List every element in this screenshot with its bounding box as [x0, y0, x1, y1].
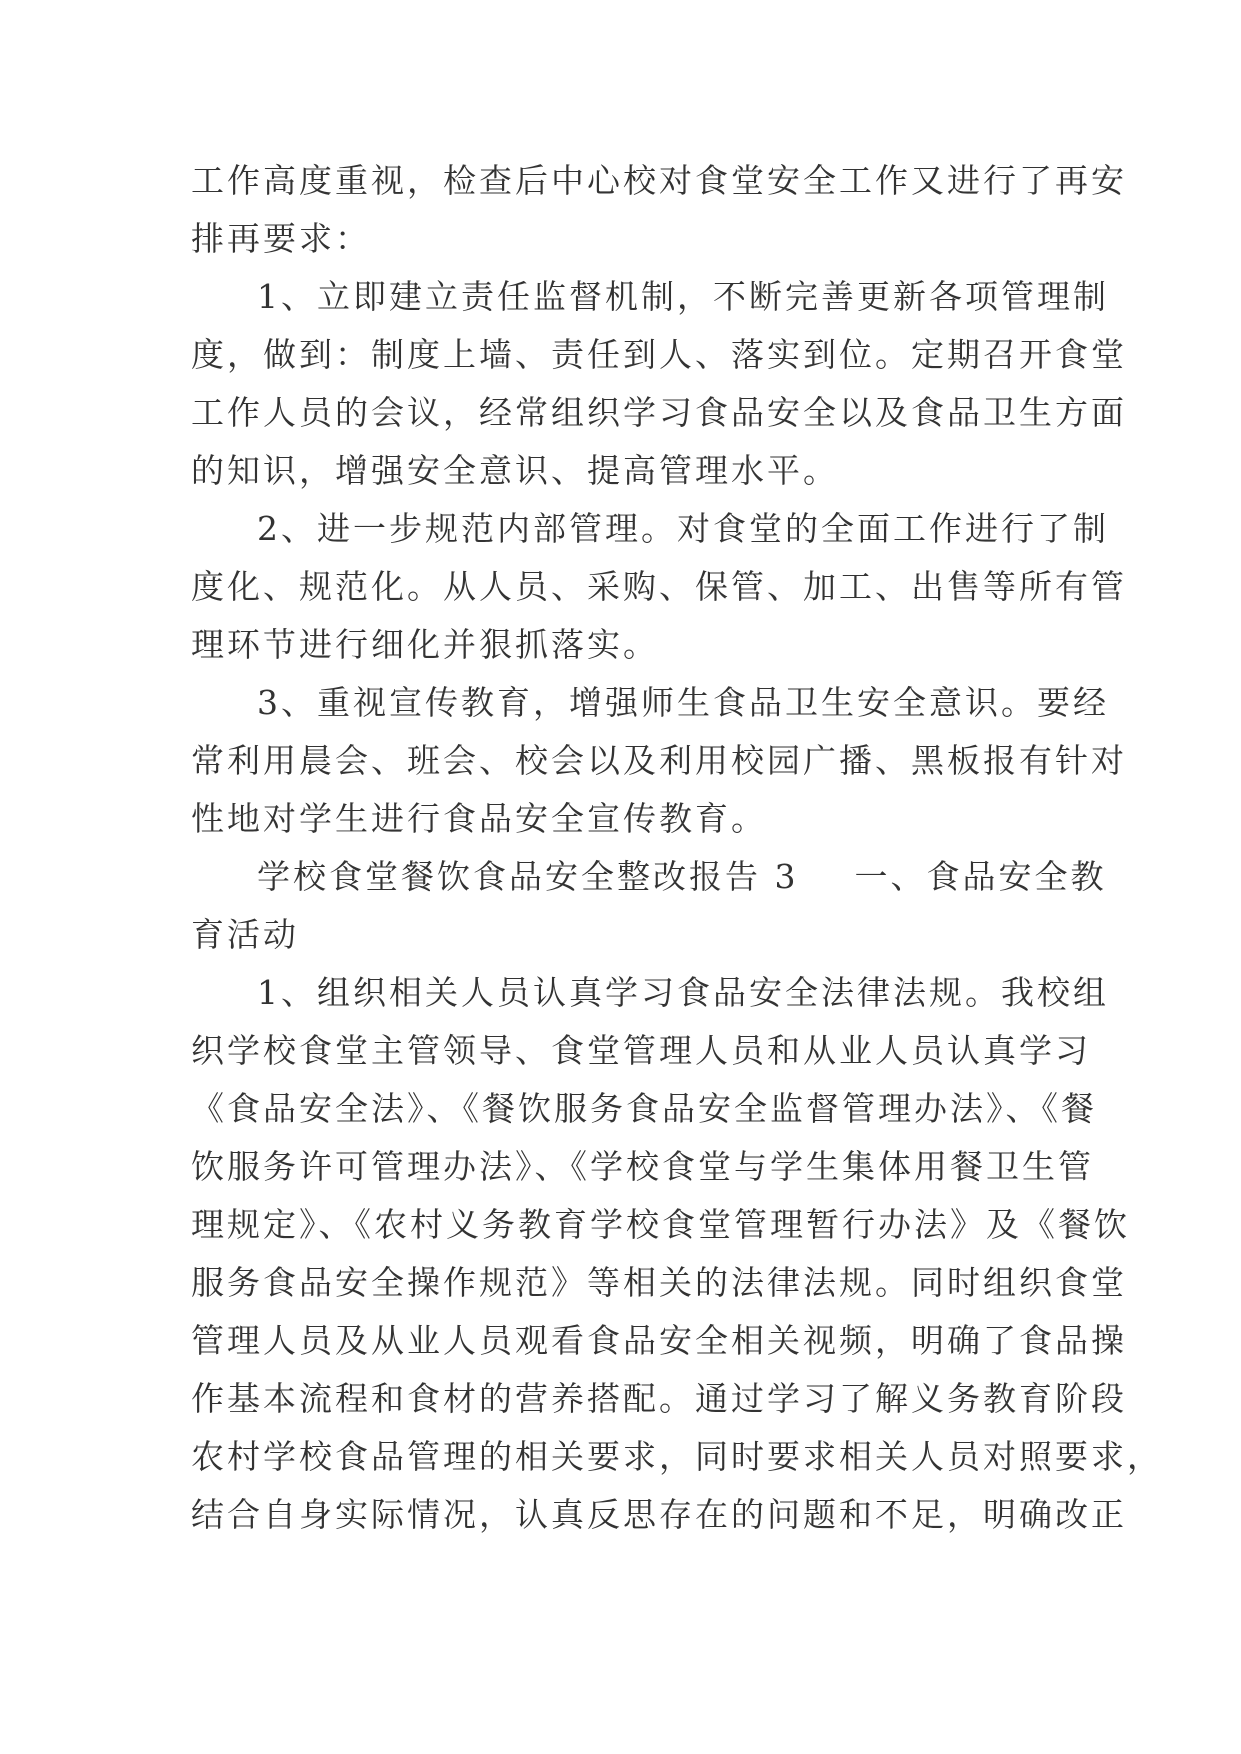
text-line: 3、重视宣传教育，增强师生食品卫生安全意识。要经 [257, 683, 1109, 722]
text-line: 常利用晨会、班会、校会以及利用校园广播、黑板报有针对 [191, 741, 1127, 780]
text-line: 的知识，增强安全意识、提高管理水平。 [191, 451, 839, 490]
text-line: 理环节进行细化并狠抓落实。 [191, 625, 659, 664]
report-title: 学校食堂餐饮食品安全整改报告 3 [257, 857, 799, 896]
text-line: 1、立即建立责任监督机制，不断完善更新各项管理制 [257, 277, 1109, 316]
text-line: 理规定》、《农村义务教育学校食堂管理暂行办法》及《餐饮 [191, 1205, 1130, 1244]
text-line: 排再要求： [191, 219, 371, 258]
document-body [191, 152, 1163, 1544]
text-line: 工作人员的会议，经常组织学习食品安全以及食品卫生方面 [191, 393, 1127, 432]
text-line: 作基本流程和食材的营养搭配。通过学习了解义务教育阶段 [191, 1379, 1127, 1418]
text-line: 2、进一步规范内部管理。对食堂的全面工作进行了制 [257, 509, 1109, 548]
text-line: 《食品安全法》、《餐饮服务食品安全监督管理办法》、《餐 [191, 1089, 1097, 1128]
text-line: 性地对学生进行食品安全宣传教育。 [191, 799, 767, 838]
text-line: 饮服务许可管理办法》、《学校食堂与学生集体用餐卫生管 [191, 1147, 1094, 1186]
text-line: 服务食品安全操作规范》等相关的法律法规。同时组织食堂 [191, 1263, 1127, 1302]
text-line: 农村学校食品管理的相关要求，同时要求相关人员对照要求， [191, 1437, 1163, 1476]
section-heading: 一、食品安全教 [854, 857, 1107, 896]
text-line: 织学校食堂主管领导、食堂管理人员和从业人员认真学习 [191, 1031, 1091, 1070]
text-line: 1、组织相关人员认真学习食品安全法律法规。我校组 [257, 973, 1109, 1012]
text-line: 度化、规范化。从人员、采购、保管、加工、出售等所有管 [191, 567, 1127, 606]
text-line: 工作高度重视，检查后中心校对食堂安全工作又进行了再安 [191, 161, 1127, 200]
text-line: 育活动 [191, 915, 299, 954]
report-heading-line [191, 848, 1107, 906]
text-line: 管理人员及从业人员观看食品安全相关视频，明确了食品操 [191, 1321, 1127, 1360]
text-line: 结合自身实际情况，认真反思存在的问题和不足，明确改正 [191, 1495, 1127, 1534]
text-line: 度，做到：制度上墙、责任到人、落实到位。定期召开食堂 [191, 335, 1127, 374]
